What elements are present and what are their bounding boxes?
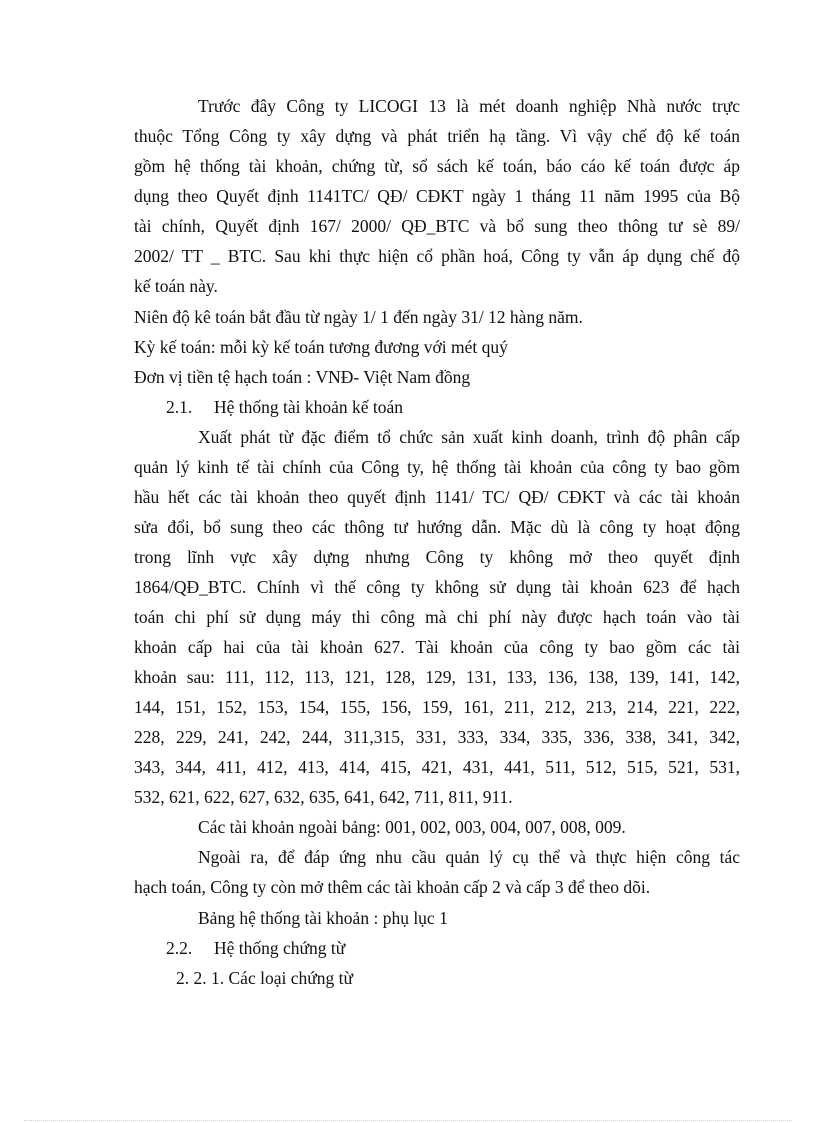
paragraph-line: 228, 229, 241, 242, 244, 311,315, 331, 333, 334, 335, 336, 338, 341, 342, <box>134 727 740 747</box>
subsection-heading-2-2-1: 2. 2. 1. Các loại chứng từ <box>176 968 353 988</box>
account-table-reference: Bảng hệ thống tài khoản : phụ lục 1 <box>198 908 448 928</box>
page-bottom-border <box>24 1120 792 1121</box>
section-number: 2.1. <box>166 397 193 417</box>
fiscal-year-line: Niên độ kê toán bắt đầu từ ngày 1/ 1 đến ngày 31/ 12 hàng năm. <box>134 307 583 327</box>
paragraph-line: sửa đổi, bổ sung theo các thông tư hướng dẫn. Mặc dù là công ty hoạt động <box>134 517 740 537</box>
paragraph-line: 2002/ TT _ BTC. Sau khi thực hiện cổ phần hoá, Công ty vẫn áp dụng chế độ <box>134 246 740 266</box>
section-number: 2.2. <box>166 938 193 958</box>
paragraph-line: hầu hết các tài khoản theo quyết định 1141/ TC/ QĐ/ CĐKT và các tài khoản <box>134 487 740 507</box>
paragraph-line: gồm hệ thống tài khoản, chứng từ, sổ sách kế toán, báo cáo kế toán được áp <box>134 156 740 176</box>
accounting-period-line: Kỳ kế toán: mỗi kỳ kế toán tương đương với mét quý <box>134 337 508 357</box>
paragraph-line: 343, 344, 411, 412, 413, 414, 415, 421, 431, 441, 511, 512, 515, 521, 531, <box>134 757 740 777</box>
currency-line: Đơn vị tiền tệ hạch toán : VNĐ- Việt Nam đồng <box>134 367 471 387</box>
paragraph-line: khoản sau: 111, 112, 113, 121, 128, 129, 131, 133, 136, 138, 139, 141, 142, <box>134 667 740 687</box>
paragraph-line: toán chi phí sử dụng máy thi công mà chi phí này được hạch toán vào tài <box>134 607 740 627</box>
paragraph-line: Xuất phát từ đặc điểm tổ chức sản xuất kinh doanh, trình độ phân cấp <box>198 427 740 447</box>
paragraph-line: 144, 151, 152, 153, 154, 155, 156, 159, 161, 211, 212, 213, 214, 221, 222, <box>134 697 740 717</box>
section-heading-2-2 <box>166 933 666 963</box>
paragraph-line: 1864/QĐ_BTC. Chính vì thế công ty không sử dụng tài khoản 623 để hạch <box>134 577 740 597</box>
paragraph-line: quản lý kinh tế tài chính của Công ty, hệ thống tài khoản của công ty bao gồm <box>134 457 740 477</box>
paragraph-line: thuộc Tổng Công ty xây dựng và phát triển hạ tầng. Vì vậy chế độ kế toán <box>134 126 740 146</box>
paragraph-line: 532, 621, 622, 627, 632, 635, 641, 642, 711, 811, 911. <box>134 787 513 807</box>
section-heading-2-1 <box>166 392 666 422</box>
section-title: Hệ thống chứng từ <box>214 938 346 958</box>
paragraph-line: hạch toán, Công ty còn mở thêm các tài khoản cấp 2 và cấp 3 để theo dõi. <box>134 877 651 897</box>
paragraph-line: trong lĩnh vực xây dựng nhưng Công ty không mở theo quyết định <box>134 547 740 567</box>
paragraph-line: Trước đây Công ty LICOGI 13 là mét doanh nghiệp Nhà nước trực <box>198 96 740 116</box>
paragraph-line: Ngoài ra, để đáp ứng nhu cầu quản lý cụ thể và thực hiện công tác <box>198 847 740 867</box>
paragraph-line: kế toán này. <box>134 276 218 296</box>
paragraph-line: khoản cấp hai của tài khoản 627. Tài khoản của công ty bao gồm các tài <box>134 637 740 657</box>
off-balance-accounts-line: Các tài khoản ngoài bảng: 001, 002, 003, 004, 007, 008, 009. <box>198 817 626 837</box>
paragraph-line: dụng theo Quyết định 1141TC/ QĐ/ CĐKT ngày 1 tháng 11 năm 1995 của Bộ <box>134 186 740 206</box>
section-title: Hệ thống tài khoản kế toán <box>214 397 404 417</box>
paragraph-line: tài chính, Quyết định 167/ 2000/ QĐ_BTC và bổ sung theo thông tư sè 89/ <box>134 216 740 236</box>
